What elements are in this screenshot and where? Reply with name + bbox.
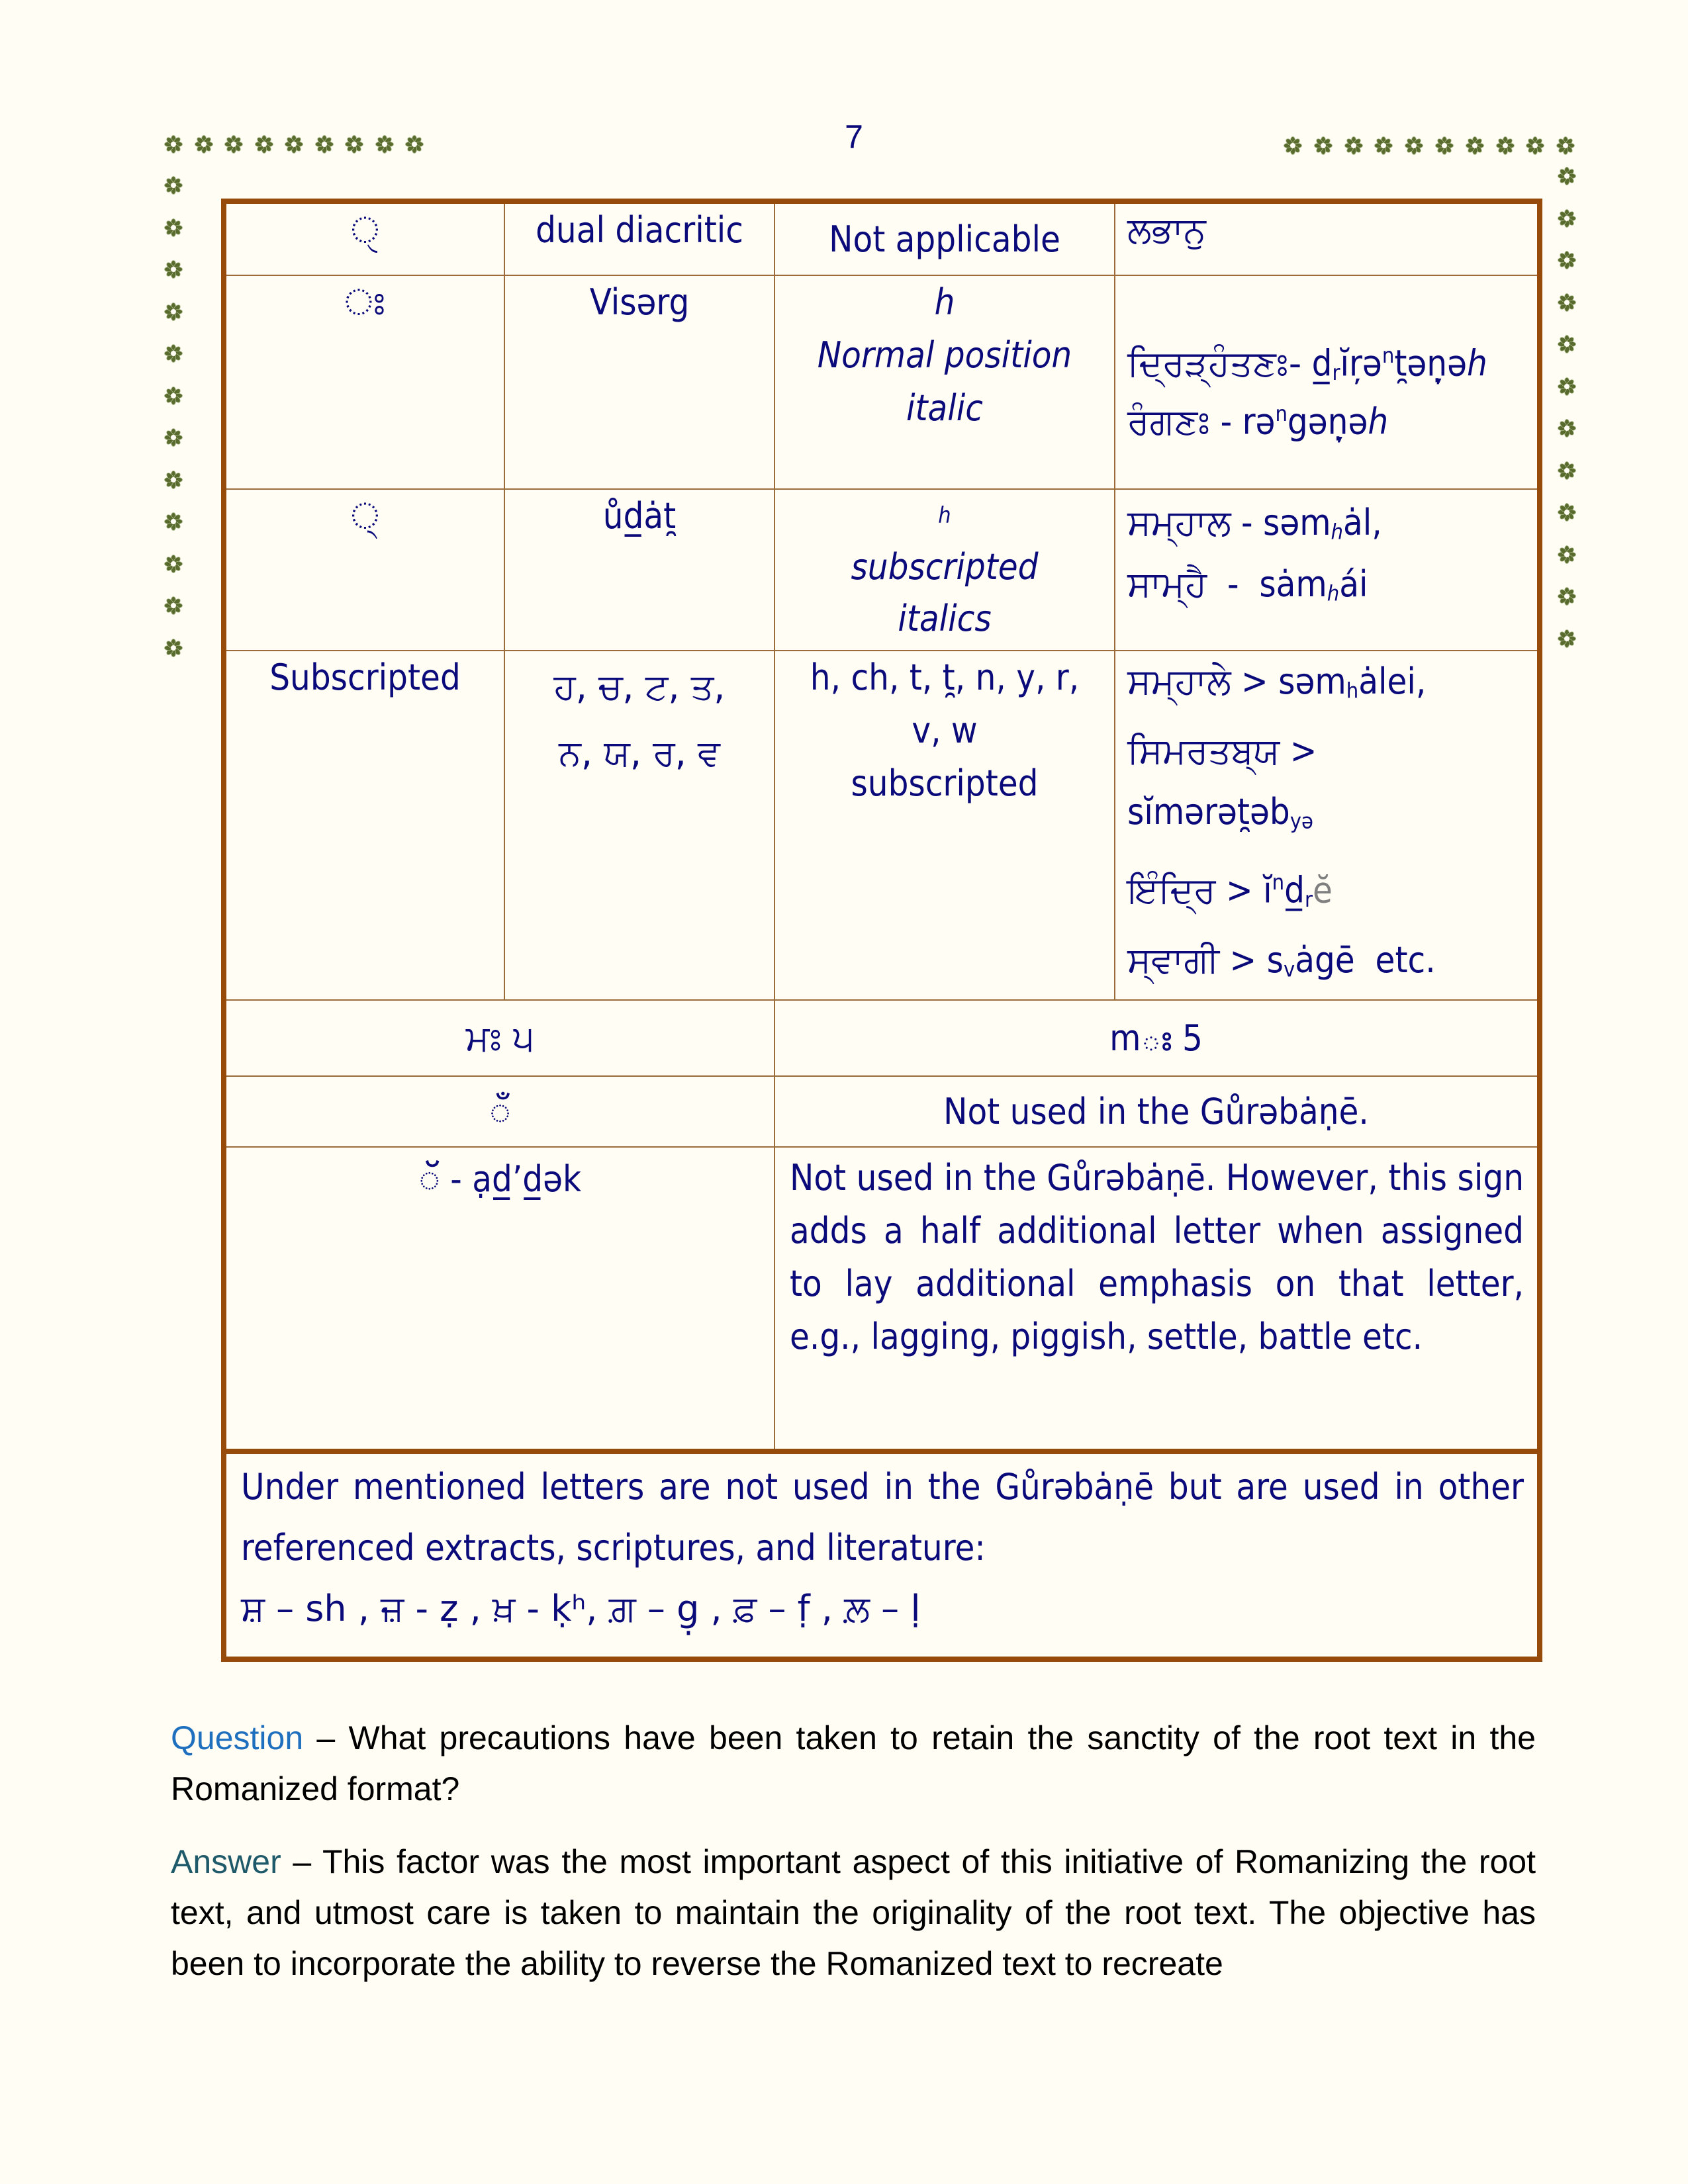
romanized-line: italic <box>906 387 983 429</box>
flower-icon <box>1558 377 1576 396</box>
flower-icon <box>164 218 183 237</box>
romanized-cell <box>774 489 1115 651</box>
flower-icon <box>1558 461 1576 480</box>
separator: > <box>1280 730 1317 772</box>
roman-part: d̲ <box>1284 869 1305 911</box>
romanized-line: Normal position <box>817 334 1072 376</box>
roman-subscript: yə <box>1289 808 1313 834</box>
roman-part: ái <box>1339 563 1368 606</box>
romanized-line: v, w <box>912 709 978 751</box>
flower-icon <box>345 135 363 154</box>
table-footer-row <box>224 1451 1540 1659</box>
footer-cell <box>224 1451 1540 1659</box>
example-cell <box>1115 275 1540 489</box>
sign-cell <box>224 651 504 1000</box>
flower-icon <box>315 135 334 154</box>
answer-paragraph <box>171 1837 1536 1989</box>
sign-name: ůd̲ȧt̯ <box>602 495 677 537</box>
flower-icon <box>1556 136 1575 155</box>
romanized-line: subscripted <box>851 546 1039 588</box>
flower-icon <box>164 555 183 573</box>
name-cell <box>504 489 774 651</box>
flower-icon <box>285 135 303 154</box>
roman-part: gəṇ̦ə <box>1287 400 1368 443</box>
flower-icon <box>164 135 183 154</box>
roman-part: ĭ <box>1263 869 1272 911</box>
name-cell <box>504 275 774 489</box>
romanized-line: h <box>934 281 955 323</box>
roman-part: səm <box>1263 502 1331 543</box>
flower-icon <box>1558 419 1576 437</box>
romanized-cell <box>774 1000 1540 1076</box>
flower-icon <box>1558 503 1576 522</box>
flower-icon <box>164 471 183 489</box>
sign-cell <box>224 489 504 651</box>
sign-name: Visərg <box>589 281 690 323</box>
example-line <box>1127 930 1525 999</box>
table-row <box>224 275 1540 489</box>
flower-icon <box>1558 293 1576 312</box>
roman-subscript: v <box>1283 956 1295 982</box>
sign-glyph: ◌ਃ <box>344 281 386 323</box>
romanized-line: h <box>938 502 951 529</box>
roman-part: d̲ <box>1311 342 1333 385</box>
roman-part: sȧm <box>1259 563 1327 606</box>
example-gurmukhi: ਸਮ੍ਹਾਲੇ <box>1127 660 1231 702</box>
sign-cell <box>224 1147 774 1451</box>
transliteration-table <box>221 199 1542 1662</box>
example-line <box>1127 721 1525 782</box>
footer-letters: ਸ਼ – sh , ਜ਼ - ẓ , ਖ਼ - ḳʰ, ਗ਼ – g̣ , ਫ਼ – f̣ , ਲ਼ – ḷ <box>241 1588 921 1630</box>
page-number: 7 <box>845 118 863 156</box>
roman-subscript: r <box>1332 359 1340 385</box>
sign-glyph: ੑ <box>350 209 380 251</box>
table-row <box>224 1000 1540 1076</box>
roman-part: rə <box>1242 400 1276 443</box>
example-line <box>1127 496 1525 558</box>
example-gurmukhi: ਲਭਾਨੁ <box>1127 209 1206 251</box>
sign-cell <box>224 201 504 275</box>
flower-icon <box>1558 209 1576 228</box>
flower-icon <box>1558 335 1576 353</box>
roman-part: səm <box>1278 660 1346 702</box>
sign-glyph: ◌ँ <box>489 1090 511 1132</box>
sign-cell <box>224 1000 774 1076</box>
separator: - <box>1210 400 1243 443</box>
example-line <box>1127 782 1525 851</box>
flower-icon <box>1558 629 1576 648</box>
table-row <box>224 201 1540 275</box>
sign-glyph: ◌ॅ - ạd̲’d̲ək <box>418 1158 582 1201</box>
table-row <box>224 1147 1540 1451</box>
roman-italic: h <box>1368 400 1389 443</box>
flower-icon <box>164 387 183 405</box>
flower-icon <box>1558 251 1576 269</box>
flower-icon <box>405 135 424 154</box>
name-cell <box>504 651 774 1000</box>
question-text: – What precautions have been taken to retain the sanctity of the root text in the Romanized format? <box>171 1719 1536 1807</box>
example-gurmukhi: ਸਮ੍ਹਾਲ <box>1127 502 1231 543</box>
romanized-text: Not applicable <box>829 218 1060 260</box>
flower-icon <box>1558 167 1576 185</box>
flower-icon <box>1314 136 1333 155</box>
romanized-text: mః 5 <box>1109 1017 1203 1059</box>
roman-italic: h <box>1466 342 1487 385</box>
flower-icon <box>164 512 183 531</box>
flower-icon <box>1558 545 1576 564</box>
example-cell <box>1115 201 1540 275</box>
flower-icon <box>1558 587 1576 606</box>
romanized-line: subscripted <box>851 762 1039 804</box>
subscript-letters-line: ਨ, ਯ, ਰ, ਵ <box>559 732 720 774</box>
example-gurmukhi: ਰੰਗਣਃ <box>1127 400 1211 443</box>
footer-note: Under mentioned letters are not used in the Gůrəbȧṇē but are used in other referenced extracts, scriptures, and literature: <box>241 1466 1524 1569</box>
romanized-cell <box>774 1076 1540 1147</box>
flower-icon <box>164 176 183 195</box>
sign-label: Subscripted <box>269 657 461 698</box>
flower-icon <box>1374 136 1393 155</box>
table-row <box>224 1076 1540 1147</box>
separator: > <box>1215 869 1264 911</box>
example-gurmukhi: ਸਿਮਰਤਬ੍ਯ <box>1127 730 1280 772</box>
flower-icon <box>255 135 273 154</box>
flower-icon <box>164 260 183 279</box>
romanized-cell <box>774 1147 1540 1451</box>
romanized-line: h, ch, t, t̯, n, y, r, <box>810 657 1080 698</box>
flower-icon <box>1466 136 1484 155</box>
roman-part: sĭmərət̯əb <box>1127 791 1290 833</box>
flower-icon <box>195 135 213 154</box>
flower-icon <box>1405 136 1423 155</box>
roman-subscript: h <box>1327 580 1340 606</box>
flower-icon <box>164 428 183 447</box>
answer-text: – This factor was the most important aspect of this initiative of Romanizing the root text, and utmost care is taken to maintain the originality of the root text. The objective has been to incorporate the ability to reverse the Romanized text to recreate <box>171 1843 1536 1982</box>
question-paragraph <box>171 1713 1536 1815</box>
sign-glyph: ਮਃ ੫ <box>465 1017 535 1059</box>
roman-greyed: ĕ <box>1312 869 1333 911</box>
roman-part: ĭr̦ə <box>1340 342 1382 385</box>
flower-icon <box>1344 136 1363 155</box>
roman-subscript: h <box>1331 519 1344 545</box>
example-gurmukhi: ਦ੍ਰਿੜ੍ਹੰਤਣਃ- <box>1127 342 1302 385</box>
example-line <box>1127 852 1525 930</box>
roman-subscript: r <box>1304 886 1313 912</box>
flower-icon <box>1526 136 1544 155</box>
flower-icon <box>375 135 394 154</box>
roman-superscript: n <box>1382 343 1395 368</box>
sign-cell <box>224 275 504 489</box>
separator: > <box>1231 660 1279 702</box>
example-line <box>1127 558 1525 619</box>
example-line <box>1127 651 1525 721</box>
example-gurmukhi: ਇੰਦ੍ਰਿ <box>1127 869 1216 911</box>
example-gurmukhi: ਸਾਮ੍ਹੈ <box>1127 563 1207 606</box>
roman-subscript: h <box>1346 678 1359 704</box>
romanized-text: Not used in the Gůrəbȧṇē. However, this sign adds a half additional letter when assigned to lay additional emphasis on that letter, e.g., lagging, piggish, settle, battle etc. <box>790 1157 1524 1358</box>
flower-icon <box>164 639 183 657</box>
separator: - <box>1231 502 1263 543</box>
flower-icon <box>224 135 243 154</box>
roman-part: ȧgē etc. <box>1295 938 1436 981</box>
roman-part: t̯əṇ̦ə <box>1394 342 1467 385</box>
question-label: Question <box>171 1719 304 1756</box>
flower-icon <box>164 302 183 321</box>
subscript-letters-line: ਹ, ਚ, ਟ, ਤ, <box>553 666 726 707</box>
answer-label: Answer <box>171 1843 281 1880</box>
example-cell <box>1115 651 1540 1000</box>
roman-superscript: n <box>1272 869 1285 895</box>
table-row <box>224 651 1540 1000</box>
flower-icon <box>164 344 183 363</box>
example-cell <box>1115 489 1540 651</box>
sign-glyph: ◌੍ <box>350 495 380 537</box>
flower-icon <box>1496 136 1515 155</box>
separator: > <box>1219 938 1267 981</box>
romanized-text: Not used in the Gůrəbȧṇē. <box>943 1090 1369 1132</box>
romanized-cell <box>774 651 1115 1000</box>
roman-part: s <box>1266 938 1284 981</box>
roman-part: ȧl, <box>1343 502 1382 543</box>
romanized-cell <box>774 275 1115 489</box>
separator: - <box>1207 563 1260 606</box>
sign-cell <box>224 1076 774 1147</box>
flower-icon <box>1435 136 1454 155</box>
flower-icon <box>1284 136 1302 155</box>
name-cell <box>504 201 774 275</box>
table-row <box>224 489 1540 651</box>
sign-name: dual diacritic <box>536 209 743 251</box>
romanized-line: italics <box>898 598 992 639</box>
roman-superscript: n <box>1275 400 1288 426</box>
flower-icon <box>164 596 183 615</box>
example-gurmukhi: ਸ੍ਵਾਗੀ <box>1127 938 1220 981</box>
romanized-cell <box>774 201 1115 275</box>
roman-part: ȧlei, <box>1358 660 1427 702</box>
